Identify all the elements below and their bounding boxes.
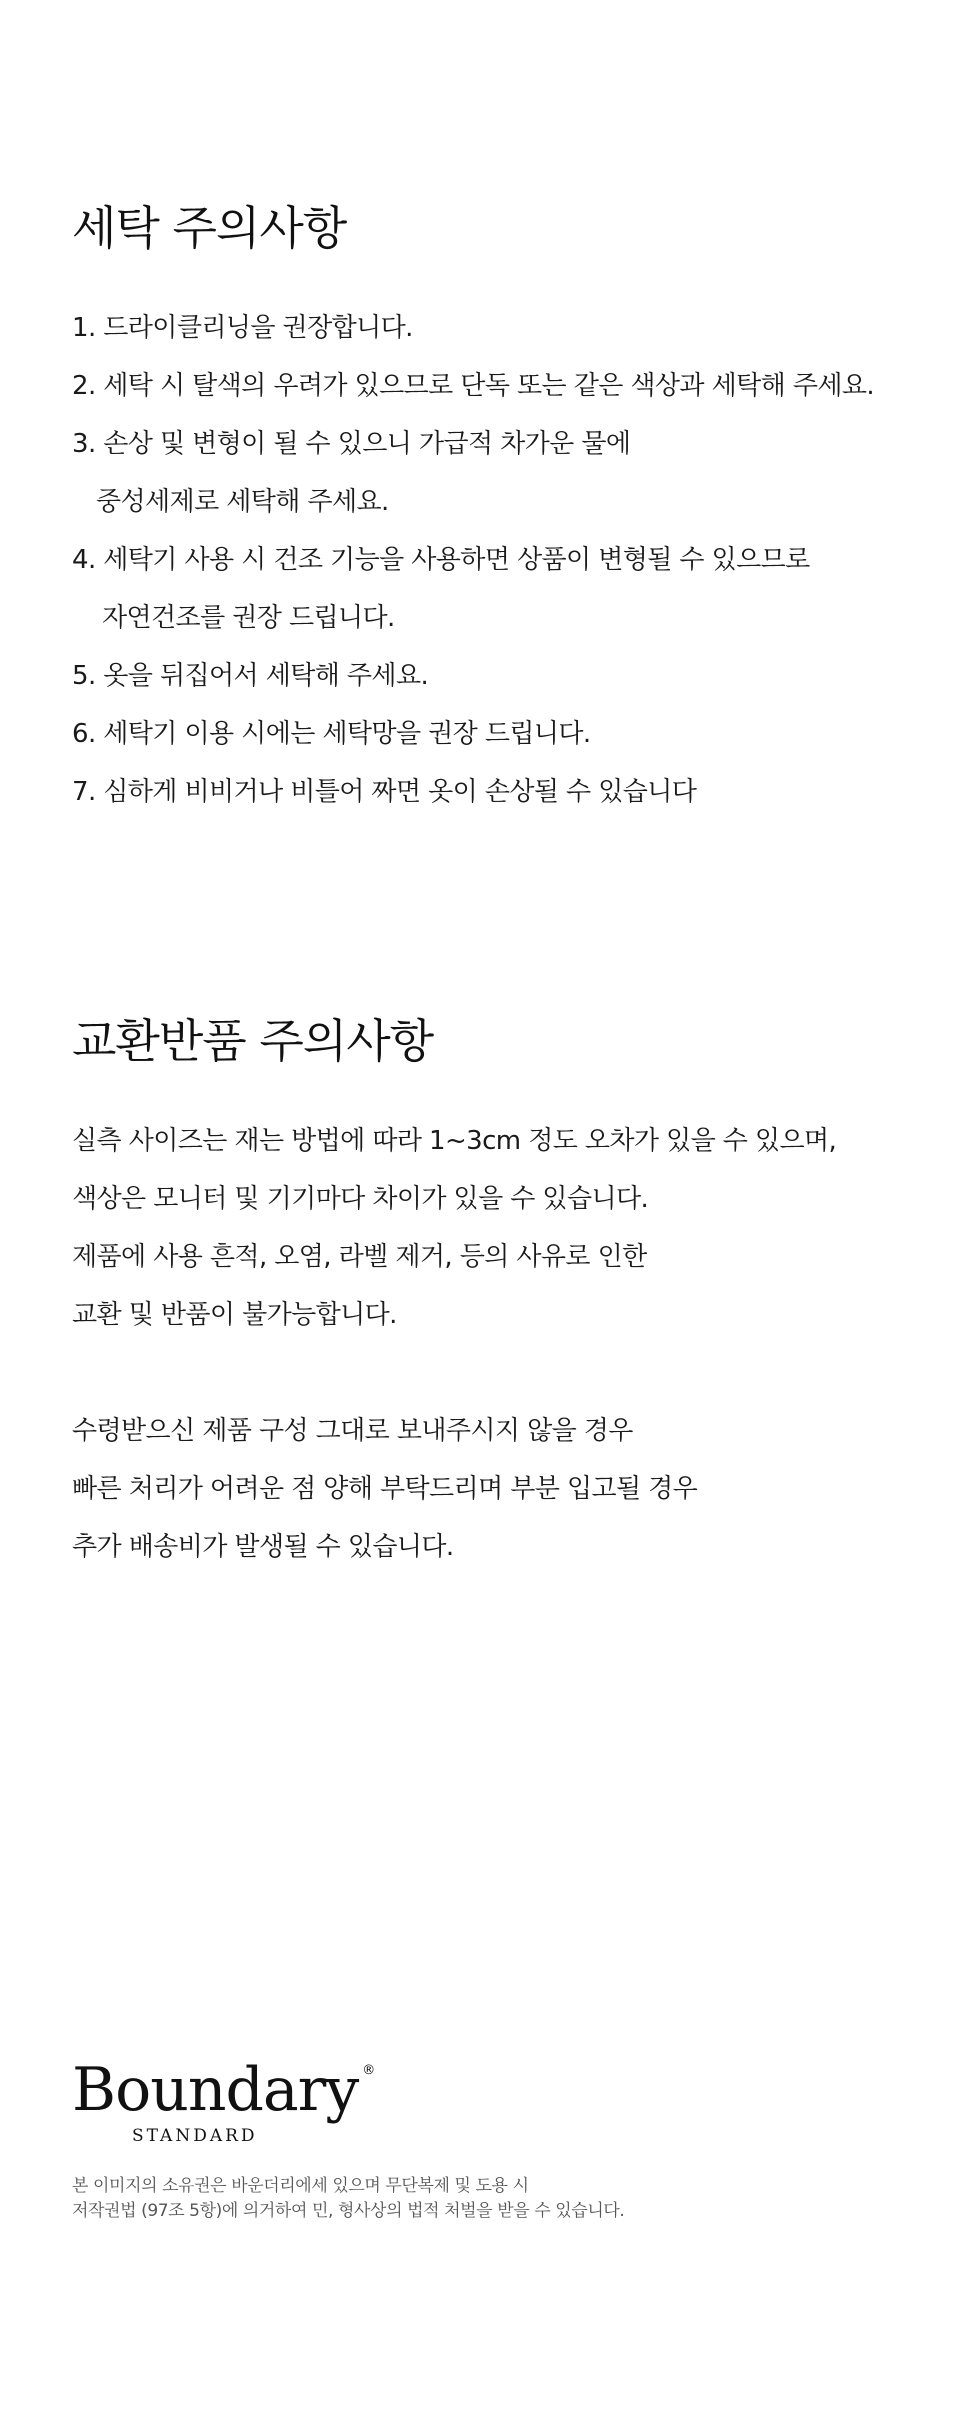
copyright-line: 본 이미지의 소유권은 바운더리에세 있으며 무단복제 및 도용 시 — [72, 2176, 529, 2196]
brand-subtitle: STANDARD — [132, 2126, 258, 2146]
registered-mark: ® — [362, 2063, 375, 2078]
exchange-notice-line: 실측 사이즈는 재는 방법에 따라 1~3cm 정도 오차가 있을 수 있으며, — [72, 1126, 837, 1156]
laundry-notice-item: 3. 손상 및 변형이 될 수 있으니 가급적 차가운 물에 — [72, 429, 631, 459]
laundry-notice-title: 세탁 주의사항 — [72, 201, 347, 255]
laundry-notice-item: 7. 심하게 비비거나 비틀어 짜면 옷이 손상될 수 있습니다 — [72, 777, 697, 807]
laundry-notice-section — [72, 201, 932, 807]
exchange-notice-line: 제품에 사용 흔적, 오염, 라벨 제거, 등의 사유로 인한 — [72, 1242, 647, 1272]
exchange-notice-line: 교환 및 반품이 불가능합니다. — [72, 1300, 397, 1330]
copyright-line: 저작권법 (97조 5항)에 의거하여 민, 형사상의 법적 처벌을 받을 수 있습니다. — [72, 2201, 625, 2221]
laundry-notice-item: 1. 드라이클리닝을 권장합니다. — [72, 313, 413, 343]
exchange-notice-line: 수령받으신 제품 구성 그대로 보내주시지 않을 경우 — [72, 1416, 633, 1446]
laundry-notice-item-continuation: 자연건조를 권장 드립니다. — [102, 603, 395, 633]
exchange-notice-list — [72, 1128, 836, 1592]
laundry-notice-item: 4. 세탁기 사용 시 건조 기능을 사용하면 상품이 변형될 수 있으므로 — [72, 545, 810, 575]
laundry-notice-list — [72, 315, 874, 837]
exchange-notice-line: 빠른 처리가 어려운 점 양해 부탁드리며 부분 입고될 경우 — [72, 1474, 698, 1504]
exchange-notice-section — [72, 1014, 932, 1562]
exchange-notice-title: 교환반품 주의사항 — [72, 1014, 434, 1068]
copyright-notice — [72, 2174, 932, 2224]
paragraph-spacer — [72, 1360, 836, 1418]
exchange-notice-line: 색상은 모니터 및 기기마다 차이가 있을 수 있습니다. — [72, 1184, 649, 1214]
brand-wordmark — [72, 2055, 375, 2125]
laundry-notice-item: 2. 세탁 시 탈색의 우려가 있으므로 단독 또는 같은 색상과 세탁해 주세요. — [72, 371, 875, 401]
brand-name-text: Boundary — [72, 2055, 359, 2125]
exchange-notice-line: 추가 배송비가 발생될 수 있습니다. — [72, 1532, 454, 1562]
laundry-notice-item: 6. 세탁기 이용 시에는 세탁망을 권장 드립니다. — [72, 719, 591, 749]
laundry-notice-item: 5. 옷을 뒤집어서 세탁해 주세요. — [72, 661, 429, 691]
laundry-notice-item-continuation: 중성세제로 세탁해 주세요. — [96, 487, 389, 517]
brand-logo — [72, 2055, 375, 2146]
